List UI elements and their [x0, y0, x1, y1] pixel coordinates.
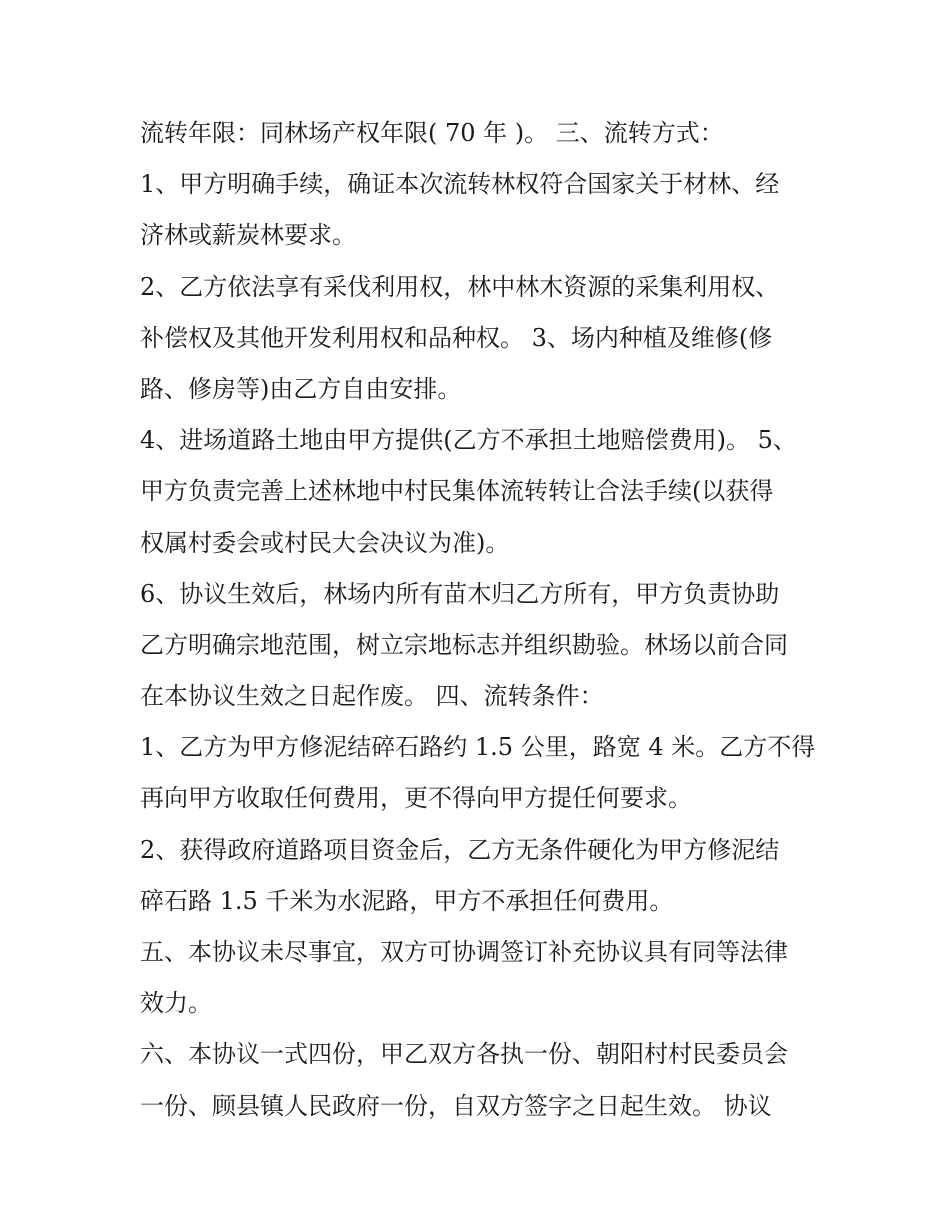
text-line: 效力。 — [140, 989, 212, 1018]
text-line: 1、甲方明确手续，确证本次流转林权符合国家关于材林、经 — [140, 170, 780, 199]
text-line: 2、乙方依法享有采伐利用权，林中林木资源的采集利用权、 — [140, 272, 780, 301]
text-line: 碎石路 1.5 千米为水泥路，甲方不承担任何费用。 — [140, 886, 674, 915]
text-line: 6、协议生效后，林场内所有苗木归乙方所有，甲方负责协助 — [140, 579, 780, 608]
text-line: 1、乙方为甲方修泥结碎石路约 1.5 公里，路宽 4 米。乙方不得 — [140, 733, 816, 762]
text-line: 补偿权及其他开发利用权和品种权。 3、场内种植及维修(修 — [140, 323, 773, 352]
text-line: 再向甲方收取任何费用，更不得向甲方提任何要求。 — [140, 784, 692, 813]
text-line: 一份、顾县镇人民政府一份，自双方签字之日起生效。 协议 — [140, 1091, 772, 1120]
text-line: 权属村委会或村民大会决议为准)。 — [140, 528, 510, 557]
text-line: 路、修房等)由乙方自由安排。 — [140, 374, 462, 403]
text-line: 六、本协议一式四份，甲乙双方各执一份、朝阳村村民委员会 — [140, 1040, 788, 1069]
text-line: 五、本协议未尽事宜，双方可协调签订补充协议具有同等法律 — [140, 938, 788, 966]
text-line: 在本协议生效之日起作废。 四、流转条件： — [140, 682, 604, 711]
text-line: 乙方明确宗地范围，树立宗地标志并组织勘验。林场以前合同 — [140, 630, 788, 659]
agreement-text — [140, 108, 820, 1132]
text-line: 流转年限：同林场产权年限( 70 年 )。 三、流转方式： — [140, 119, 724, 147]
text-line: 甲方负责完善上述林地中村民集体流转转让合法手续(以获得 — [140, 477, 774, 506]
text-line: 济林或薪炭林要求。 — [140, 221, 356, 250]
text-line: 4、进场道路土地由甲方提供(乙方不承担土地赔偿费用)。 5、 — [140, 426, 797, 455]
text-line: 2、获得政府道路项目资金后，乙方无条件硬化为甲方修泥结 — [140, 835, 780, 864]
